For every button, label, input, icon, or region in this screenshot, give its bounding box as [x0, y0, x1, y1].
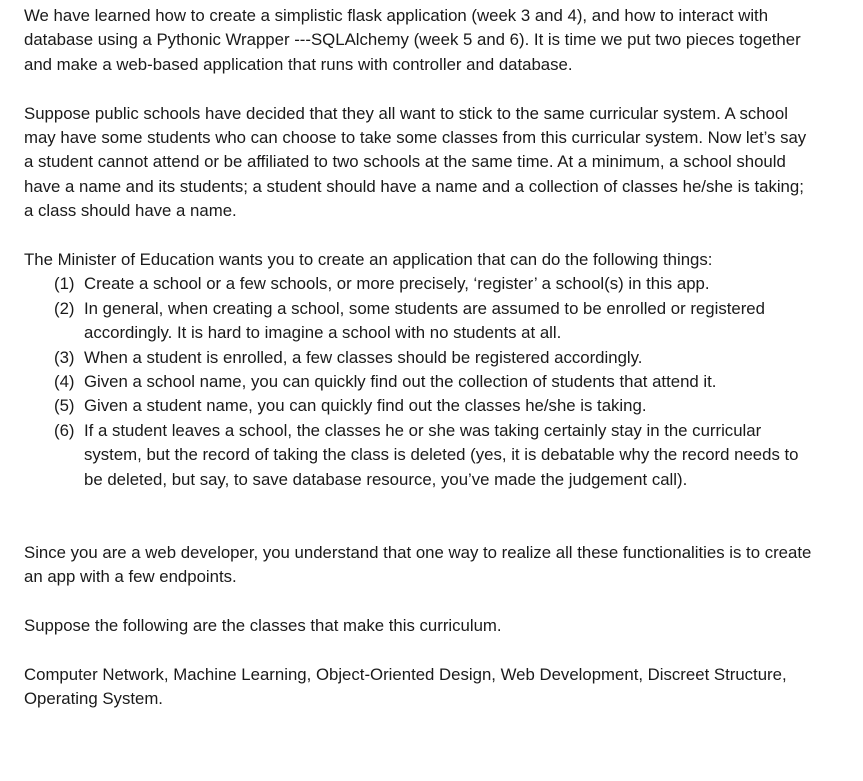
classes-list-paragraph: Computer Network, Machine Learning, Object-Oriented Design, Web Development, Discreet Structure, Operating System.: [24, 664, 787, 709]
requirement-number: (1): [54, 274, 75, 294]
intro-paragraph: We have learned how to create a simplistic flask application (week 3 and 4), and how to interact with database using a Pythonic Wrapper ---SQLAlchemy (week 5 and 6). It is time we put two pieces together and make a web-based application that runs with controller and database.: [24, 6, 801, 74]
requirement-item: [24, 297, 814, 346]
requirement-text: Given a school name, you can quickly find out the collection of students that attend it.: [84, 372, 717, 392]
requirement-text: In general, when creating a school, some students are assumed to be enrolled or registered accordingly. It is hard to imagine a school with no students at all.: [84, 298, 765, 343]
requirement-text: When a student is enrolled, a few classes should be registered accordingly.: [84, 347, 643, 367]
requirement-number: (3): [54, 347, 75, 367]
requirement-number: (2): [54, 298, 75, 318]
minister-paragraph: The Minister of Education wants you to create an application that can do the following things:: [24, 250, 713, 270]
requirement-text: Create a school or a few schools, or more precisely, ‘register’ a school(s) in this app.: [84, 274, 710, 294]
document-body: [24, 4, 814, 712]
requirement-number: (6): [54, 420, 75, 440]
requirement-item: [24, 272, 814, 296]
requirements-list: [24, 272, 814, 492]
paragraph-spacer: [24, 224, 814, 248]
requirement-text: Given a student name, you can quickly find out the classes he/she is taking.: [84, 396, 647, 416]
schools-paragraph: Suppose public schools have decided that they all want to stick to the same curricular system. A school may have some students who can choose to take some classes from this curricular system. Now let’s say a student cannot attend or be affiliated to two schools at the same time. At a minimum, a school should have a name and its students; a student should have a name and a collection of classes he/she is taking; a class should have a name.: [24, 103, 807, 221]
requirement-item: [24, 346, 814, 370]
paragraph-spacer: [24, 77, 814, 101]
requirement-item: [24, 419, 814, 492]
requirement-text: If a student leaves a school, the classes he or she was taking certainly stay in the curricular system, but the record of taking the class is deleted (yes, it is debatable why the record needs to be deleted, but say, to save database resource, you’ve made the judgement call).: [84, 420, 799, 489]
requirement-number: (5): [54, 396, 75, 416]
classes-intro-paragraph: Suppose the following are the classes that make this curriculum.: [24, 616, 502, 636]
requirement-number: (4): [54, 372, 75, 392]
paragraph-spacer: [24, 492, 814, 541]
requirement-item: [24, 394, 814, 418]
paragraph-spacer: [24, 590, 814, 614]
web-developer-paragraph: Since you are a web developer, you understand that one way to realize all these functionalities is to create an app with a few endpoints.: [24, 542, 812, 587]
requirement-item: [24, 370, 814, 394]
paragraph-spacer: [24, 639, 814, 663]
